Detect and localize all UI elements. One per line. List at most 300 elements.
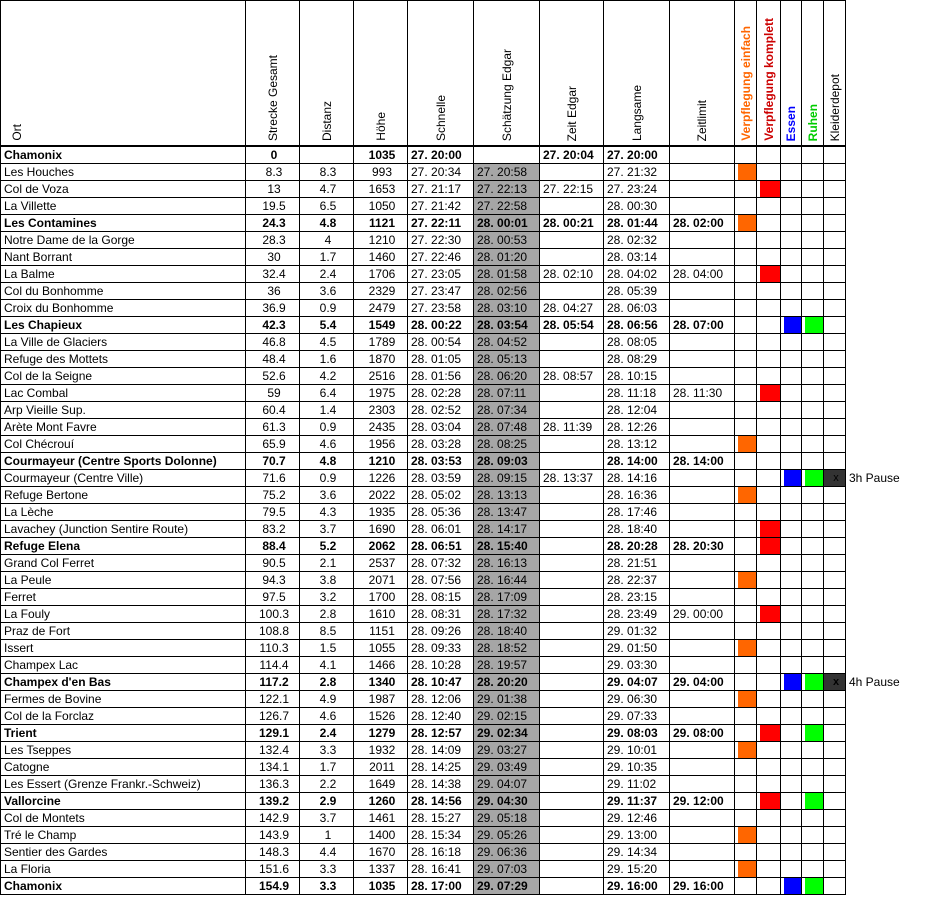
cell-zeit-edgar — [540, 827, 604, 844]
cell-distanz: 1.4 — [300, 402, 354, 419]
cell-distanz: 3.2 — [300, 589, 354, 606]
table-row — [1, 776, 927, 793]
cell-ruhen — [802, 572, 824, 589]
cell-hoehe: 2011 — [354, 759, 408, 776]
kleiderdepot-marker: x — [833, 472, 839, 484]
cell-langsame: 29. 15:20 — [604, 861, 670, 878]
cell-langsame: 29. 14:34 — [604, 844, 670, 861]
table-row — [1, 504, 927, 521]
ruhen-marker — [805, 793, 823, 809]
cell-verpflegung-einfach — [735, 674, 757, 691]
cell-zeit-edgar — [540, 487, 604, 504]
cell-schnelle: 28. 05:02 — [408, 487, 474, 504]
cell-essen — [781, 504, 802, 521]
cell-essen — [781, 725, 802, 742]
cell-essen — [781, 300, 802, 317]
cell-schaetzung: 29. 07:29 — [474, 878, 540, 895]
cell-kleiderdepot — [824, 504, 846, 521]
cell-zeitlimit — [670, 555, 735, 572]
table-row — [1, 368, 927, 385]
table-row — [1, 470, 927, 487]
cell-schnelle: 28. 14:25 — [408, 759, 474, 776]
cell-ort: Arète Mont Favre — [1, 419, 246, 436]
cell-ruhen — [802, 419, 824, 436]
cell-ruhen — [802, 725, 824, 742]
cell-ort: La Balme — [1, 266, 246, 283]
header-zeit-edgar: Zeit Edgar — [540, 1, 604, 147]
cell-ort: Refuge Bertone — [1, 487, 246, 504]
cell-langsame: 28. 14:16 — [604, 470, 670, 487]
cell-zeit-edgar — [540, 504, 604, 521]
cell-zeit-edgar — [540, 708, 604, 725]
cell-langsame: 28. 08:29 — [604, 351, 670, 368]
cell-ort: La Fouly — [1, 606, 246, 623]
cell-verpflegung-einfach — [735, 844, 757, 861]
verpflegung-einfach-marker — [738, 691, 756, 707]
cell-zeitlimit: 28. 20:30 — [670, 538, 735, 555]
cell-note — [846, 640, 927, 657]
cell-ort: Chamonix — [1, 146, 246, 164]
cell-verpflegung-komplett — [757, 742, 781, 759]
cell-essen — [781, 385, 802, 402]
cell-schnelle: 28. 02:52 — [408, 402, 474, 419]
cell-kleiderdepot — [824, 181, 846, 198]
cell-kleiderdepot — [824, 368, 846, 385]
header-hoehe: Höhe — [354, 1, 408, 147]
cell-ort: La Peule — [1, 572, 246, 589]
cell-verpflegung-einfach — [735, 776, 757, 793]
cell-zeitlimit — [670, 232, 735, 249]
cell-verpflegung-komplett — [757, 538, 781, 555]
table-row — [1, 742, 927, 759]
cell-hoehe: 2303 — [354, 402, 408, 419]
cell-verpflegung-einfach — [735, 589, 757, 606]
cell-kleiderdepot — [824, 436, 846, 453]
cell-hoehe: 993 — [354, 164, 408, 181]
cell-zeitlimit — [670, 759, 735, 776]
cell-hoehe: 1690 — [354, 521, 408, 538]
cell-langsame: 28. 17:46 — [604, 504, 670, 521]
cell-zeitlimit — [670, 249, 735, 266]
ruhen-marker — [805, 317, 823, 333]
verpflegung-einfach-marker — [738, 742, 756, 758]
cell-schaetzung: 28. 04:52 — [474, 334, 540, 351]
verpflegung-einfach-marker — [738, 572, 756, 588]
cell-zeit-edgar: 28. 02:10 — [540, 266, 604, 283]
cell-langsame: 29. 12:46 — [604, 810, 670, 827]
cell-kleiderdepot — [824, 725, 846, 742]
cell-schnelle: 28. 03:28 — [408, 436, 474, 453]
cell-hoehe: 2329 — [354, 283, 408, 300]
cell-essen — [781, 878, 802, 895]
cell-kleiderdepot — [824, 164, 846, 181]
cell-schnelle: 28. 05:36 — [408, 504, 474, 521]
cell-langsame: 29. 01:32 — [604, 623, 670, 640]
cell-hoehe: 1035 — [354, 146, 408, 164]
cell-kleiderdepot — [824, 487, 846, 504]
cell-strecke: 134.1 — [246, 759, 300, 776]
cell-ruhen — [802, 146, 824, 164]
cell-ort: Sentier des Gardes — [1, 844, 246, 861]
cell-verpflegung-einfach — [735, 810, 757, 827]
cell-verpflegung-einfach — [735, 215, 757, 232]
cell-zeit-edgar: 28. 08:57 — [540, 368, 604, 385]
cell-verpflegung-komplett — [757, 453, 781, 470]
cell-zeit-edgar — [540, 810, 604, 827]
table-row — [1, 453, 927, 470]
cell-essen — [781, 759, 802, 776]
cell-zeit-edgar — [540, 742, 604, 759]
cell-verpflegung-einfach — [735, 742, 757, 759]
cell-zeit-edgar — [540, 385, 604, 402]
cell-essen — [781, 742, 802, 759]
cell-zeitlimit: 28. 02:00 — [670, 215, 735, 232]
cell-ort: Col du Bonhomme — [1, 283, 246, 300]
cell-langsame: 28. 23:15 — [604, 589, 670, 606]
cell-note — [846, 215, 927, 232]
cell-note — [846, 521, 927, 538]
cell-zeitlimit: 29. 00:00 — [670, 606, 735, 623]
cell-essen — [781, 623, 802, 640]
cell-zeit-edgar — [540, 521, 604, 538]
cell-langsame: 29. 13:00 — [604, 827, 670, 844]
cell-ort: Croix du Bonhomme — [1, 300, 246, 317]
cell-verpflegung-einfach — [735, 368, 757, 385]
cell-note — [846, 283, 927, 300]
cell-distanz: 4.4 — [300, 844, 354, 861]
cell-zeitlimit — [670, 776, 735, 793]
cell-ort: Vallorcine — [1, 793, 246, 810]
table-row — [1, 759, 927, 776]
cell-langsame: 28. 08:05 — [604, 334, 670, 351]
cell-kleiderdepot — [824, 606, 846, 623]
cell-hoehe: 2022 — [354, 487, 408, 504]
cell-schaetzung: 28. 02:56 — [474, 283, 540, 300]
cell-verpflegung-komplett — [757, 402, 781, 419]
kleiderdepot-marker: x — [832, 676, 840, 688]
cell-distanz: 4.2 — [300, 368, 354, 385]
cell-ort: Champex Lac — [1, 657, 246, 674]
cell-zeit-edgar — [540, 453, 604, 470]
cell-essen — [781, 555, 802, 572]
cell-ort: Champex d'en Bas — [1, 674, 246, 691]
cell-ruhen — [802, 776, 824, 793]
cell-essen — [781, 691, 802, 708]
cell-zeitlimit — [670, 572, 735, 589]
cell-strecke: 154.9 — [246, 878, 300, 895]
cell-langsame: 29. 06:30 — [604, 691, 670, 708]
cell-zeit-edgar: 28. 00:21 — [540, 215, 604, 232]
cell-verpflegung-einfach — [735, 453, 757, 470]
cell-essen — [781, 487, 802, 504]
cell-strecke: 36 — [246, 283, 300, 300]
cell-note — [846, 181, 927, 198]
table-row — [1, 572, 927, 589]
cell-zeit-edgar: 28. 05:54 — [540, 317, 604, 334]
cell-schnelle: 28. 08:15 — [408, 589, 474, 606]
cell-schaetzung: 28. 06:20 — [474, 368, 540, 385]
cell-strecke: 30 — [246, 249, 300, 266]
cell-distanz: 3.3 — [300, 742, 354, 759]
cell-hoehe: 1975 — [354, 385, 408, 402]
cell-langsame: 28. 11:18 — [604, 385, 670, 402]
cell-strecke: 83.2 — [246, 521, 300, 538]
cell-note — [846, 300, 927, 317]
cell-hoehe: 1987 — [354, 691, 408, 708]
cell-hoehe: 2062 — [354, 538, 408, 555]
cell-schaetzung: 28. 07:11 — [474, 385, 540, 402]
header-note — [846, 1, 927, 147]
header-ruhen: Ruhen — [802, 1, 824, 147]
cell-distanz: 3.7 — [300, 521, 354, 538]
cell-distanz: 4.6 — [300, 708, 354, 725]
cell-verpflegung-einfach — [735, 878, 757, 895]
cell-langsame: 29. 01:50 — [604, 640, 670, 657]
cell-verpflegung-komplett — [757, 572, 781, 589]
cell-schaetzung: 28. 14:17 — [474, 521, 540, 538]
verpflegung-einfach-marker — [738, 215, 756, 231]
cell-distanz: 4.3 — [300, 504, 354, 521]
cell-kleiderdepot — [824, 572, 846, 589]
table-row — [1, 623, 927, 640]
cell-hoehe: 2537 — [354, 555, 408, 572]
cell-schnelle: 28. 03:59 — [408, 470, 474, 487]
cell-zeitlimit — [670, 368, 735, 385]
cell-note — [846, 436, 927, 453]
cell-langsame: 29. 10:01 — [604, 742, 670, 759]
cell-verpflegung-komplett — [757, 146, 781, 164]
cell-verpflegung-einfach — [735, 623, 757, 640]
cell-note — [846, 164, 927, 181]
cell-verpflegung-komplett — [757, 589, 781, 606]
cell-verpflegung-komplett — [757, 249, 781, 266]
cell-ort: La Ville de Glaciers — [1, 334, 246, 351]
cell-essen — [781, 827, 802, 844]
cell-ruhen — [802, 521, 824, 538]
cell-distanz: 2.8 — [300, 674, 354, 691]
cell-ruhen — [802, 317, 824, 334]
cell-verpflegung-einfach — [735, 419, 757, 436]
cell-verpflegung-komplett — [757, 368, 781, 385]
cell-schnelle: 28. 03:53 — [408, 453, 474, 470]
cell-hoehe: 1461 — [354, 810, 408, 827]
cell-distanz: 5.2 — [300, 538, 354, 555]
cell-zeit-edgar: 27. 20:04 — [540, 146, 604, 164]
cell-langsame: 29. 10:35 — [604, 759, 670, 776]
cell-langsame: 29. 11:02 — [604, 776, 670, 793]
cell-langsame: 28. 02:32 — [604, 232, 670, 249]
cell-distanz: 2.8 — [300, 606, 354, 623]
ruhen-marker — [805, 725, 823, 741]
cell-distanz: 6.4 — [300, 385, 354, 402]
cell-strecke: 143.9 — [246, 827, 300, 844]
cell-schaetzung: 28. 07:34 — [474, 402, 540, 419]
cell-zeit-edgar — [540, 351, 604, 368]
cell-verpflegung-einfach — [735, 164, 757, 181]
table-row — [1, 266, 927, 283]
verpflegung-komplett-marker — [760, 725, 780, 741]
cell-zeitlimit: 28. 07:00 — [670, 317, 735, 334]
cell-ort: Col de Montets — [1, 810, 246, 827]
cell-zeit-edgar — [540, 844, 604, 861]
cell-zeit-edgar — [540, 606, 604, 623]
table-row — [1, 538, 927, 555]
cell-hoehe: 1210 — [354, 232, 408, 249]
cell-ort: Courmayeur (Centre Sports Dolonne) — [1, 453, 246, 470]
cell-zeit-edgar: 28. 13:37 — [540, 470, 604, 487]
cell-strecke: 8.3 — [246, 164, 300, 181]
cell-schaetzung: 28. 17:09 — [474, 589, 540, 606]
table-row — [1, 640, 927, 657]
cell-schaetzung: 28. 18:40 — [474, 623, 540, 640]
cell-distanz: 8.5 — [300, 623, 354, 640]
cell-zeit-edgar — [540, 436, 604, 453]
cell-verpflegung-komplett — [757, 691, 781, 708]
cell-note — [846, 793, 927, 810]
cell-schaetzung: 28. 03:10 — [474, 300, 540, 317]
verpflegung-einfach-marker — [738, 640, 756, 656]
cell-distanz: 3.6 — [300, 283, 354, 300]
cell-ort: Col de la Seigne — [1, 368, 246, 385]
cell-schaetzung: 28. 18:52 — [474, 640, 540, 657]
cell-kleiderdepot — [824, 198, 846, 215]
cell-verpflegung-einfach — [735, 249, 757, 266]
cell-verpflegung-einfach — [735, 827, 757, 844]
cell-note — [846, 776, 927, 793]
cell-kleiderdepot — [824, 334, 846, 351]
cell-schaetzung: 28. 16:13 — [474, 555, 540, 572]
header-langsame: Langsame — [604, 1, 670, 147]
cell-ruhen — [802, 504, 824, 521]
cell-ruhen — [802, 164, 824, 181]
cell-zeitlimit — [670, 521, 735, 538]
cell-note — [846, 385, 927, 402]
cell-hoehe: 1706 — [354, 266, 408, 283]
cell-langsame: 28. 14:00 — [604, 453, 670, 470]
cell-strecke: 28.3 — [246, 232, 300, 249]
cell-verpflegung-einfach — [735, 793, 757, 810]
cell-note — [846, 589, 927, 606]
cell-zeitlimit — [670, 334, 735, 351]
cell-verpflegung-komplett — [757, 487, 781, 504]
cell-zeit-edgar — [540, 572, 604, 589]
cell-verpflegung-komplett — [757, 419, 781, 436]
cell-verpflegung-komplett — [757, 351, 781, 368]
table-row — [1, 555, 927, 572]
cell-distanz: 1.5 — [300, 640, 354, 657]
cell-note — [846, 742, 927, 759]
cell-strecke: 90.5 — [246, 555, 300, 572]
cell-kleiderdepot — [824, 385, 846, 402]
cell-distanz — [300, 146, 354, 164]
cell-essen — [781, 436, 802, 453]
cell-kleiderdepot — [824, 776, 846, 793]
cell-langsame: 27. 20:00 — [604, 146, 670, 164]
cell-verpflegung-einfach — [735, 232, 757, 249]
cell-distanz: 0.9 — [300, 470, 354, 487]
table-row — [1, 232, 927, 249]
cell-zeit-edgar — [540, 623, 604, 640]
header-schaetzung: Schätzung Edgar — [474, 1, 540, 147]
cell-zeitlimit: 28. 14:00 — [670, 453, 735, 470]
cell-hoehe: 1526 — [354, 708, 408, 725]
cell-distanz: 3.6 — [300, 487, 354, 504]
cell-schaetzung: 27. 22:58 — [474, 198, 540, 215]
cell-ort: Fermes de Bovine — [1, 691, 246, 708]
cell-verpflegung-einfach — [735, 198, 757, 215]
cell-ruhen — [802, 827, 824, 844]
table-row — [1, 351, 927, 368]
essen-marker — [784, 470, 801, 486]
cell-schaetzung: 28. 05:13 — [474, 351, 540, 368]
cell-zeit-edgar — [540, 538, 604, 555]
cell-schaetzung: 29. 05:18 — [474, 810, 540, 827]
cell-zeitlimit — [670, 589, 735, 606]
cell-note — [846, 657, 927, 674]
cell-ruhen — [802, 861, 824, 878]
cell-ruhen — [802, 385, 824, 402]
cell-hoehe: 1653 — [354, 181, 408, 198]
cell-essen — [781, 657, 802, 674]
cell-hoehe: 1549 — [354, 317, 408, 334]
cell-distanz: 4.7 — [300, 181, 354, 198]
cell-schnelle: 28. 02:28 — [408, 385, 474, 402]
cell-langsame: 28. 12:26 — [604, 419, 670, 436]
cell-ruhen — [802, 334, 824, 351]
cell-distanz: 3.7 — [300, 810, 354, 827]
cell-schaetzung: 28. 01:20 — [474, 249, 540, 266]
ruhen-marker — [805, 674, 823, 690]
verpflegung-komplett-marker — [760, 521, 780, 537]
cell-essen — [781, 708, 802, 725]
cell-langsame: 28. 16:36 — [604, 487, 670, 504]
cell-verpflegung-einfach — [735, 146, 757, 164]
cell-verpflegung-komplett — [757, 606, 781, 623]
cell-ruhen — [802, 555, 824, 572]
cell-note — [846, 827, 927, 844]
cell-verpflegung-komplett — [757, 266, 781, 283]
cell-schnelle: 28. 06:01 — [408, 521, 474, 538]
cell-note — [846, 419, 927, 436]
cell-essen — [781, 453, 802, 470]
cell-ruhen — [802, 640, 824, 657]
cell-kleiderdepot — [824, 657, 846, 674]
cell-zeit-edgar — [540, 232, 604, 249]
header-kleiderdepot: Kleiderdepot — [824, 1, 846, 147]
table-row — [1, 385, 927, 402]
cell-distanz: 4.8 — [300, 215, 354, 232]
cell-verpflegung-komplett — [757, 385, 781, 402]
cell-verpflegung-komplett — [757, 810, 781, 827]
cell-kleiderdepot — [824, 827, 846, 844]
cell-zeitlimit — [670, 181, 735, 198]
cell-hoehe: 1700 — [354, 589, 408, 606]
cell-langsame: 28. 10:15 — [604, 368, 670, 385]
cell-verpflegung-komplett — [757, 283, 781, 300]
cell-schaetzung: 28. 17:32 — [474, 606, 540, 623]
cell-note — [846, 725, 927, 742]
cell-essen — [781, 266, 802, 283]
cell-ort: Tré le Champ — [1, 827, 246, 844]
cell-distanz: 4.9 — [300, 691, 354, 708]
cell-zeitlimit: 29. 04:00 — [670, 674, 735, 691]
cell-schnelle: 28. 14:09 — [408, 742, 474, 759]
cell-note — [846, 402, 927, 419]
cell-essen — [781, 521, 802, 538]
ruhen-marker — [805, 878, 823, 894]
table-row — [1, 589, 927, 606]
cell-strecke: 151.6 — [246, 861, 300, 878]
